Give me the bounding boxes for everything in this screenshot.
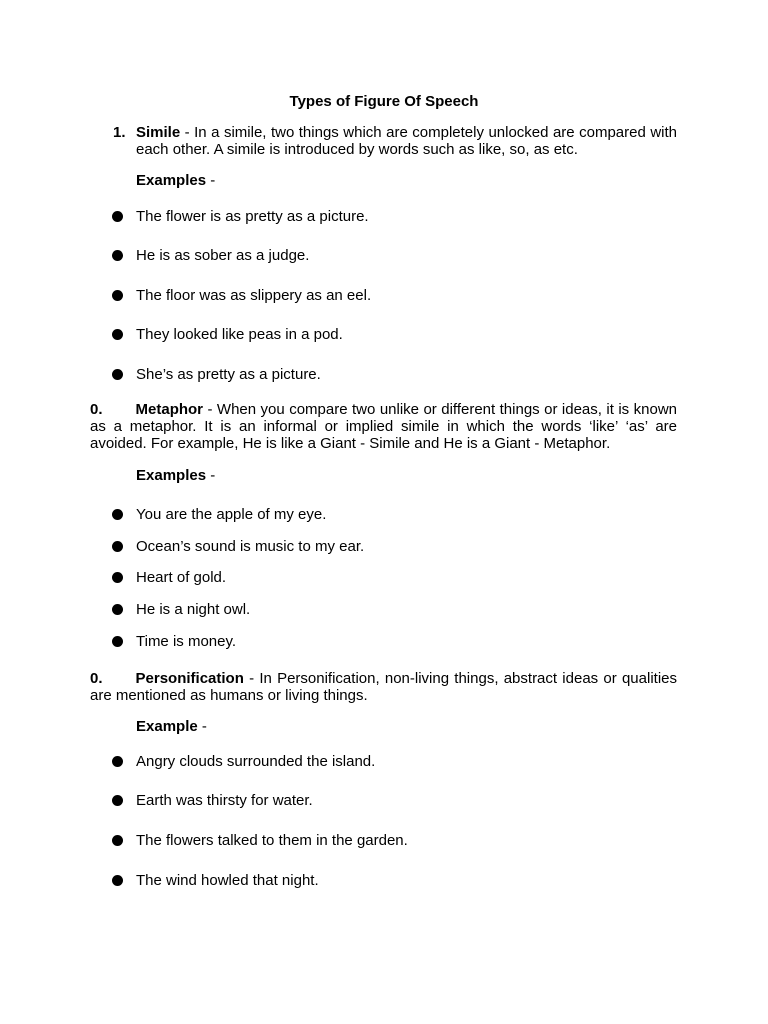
section-description: - In a simile, two things which are completely unlocked are compared with each other. A simile is introduced by words such as like, so, as etc. bbox=[136, 124, 677, 158]
list-item bbox=[112, 832, 408, 850]
bullet-icon bbox=[112, 290, 123, 301]
list-item-text: The floor was as slippery as an eel. bbox=[136, 287, 372, 304]
bullet-icon bbox=[112, 541, 123, 552]
section-term: Metaphor bbox=[135, 401, 204, 418]
list-item-text: Heart of gold. bbox=[136, 569, 227, 586]
bullet-icon bbox=[112, 329, 123, 340]
list-item bbox=[112, 601, 250, 619]
bullet-icon bbox=[112, 211, 123, 222]
bullet-icon bbox=[112, 636, 123, 647]
section-number: 0. bbox=[90, 401, 103, 418]
list-item bbox=[112, 208, 369, 226]
list-item bbox=[112, 792, 313, 810]
bullet-icon bbox=[112, 572, 123, 583]
section-simile bbox=[113, 124, 677, 158]
bullet-icon bbox=[112, 835, 123, 846]
bullet-icon bbox=[112, 250, 123, 261]
list-item bbox=[112, 569, 226, 587]
list-item-text: The flowers talked to them in the garden. bbox=[136, 832, 408, 849]
bullet-icon bbox=[112, 875, 123, 886]
bullet-icon bbox=[112, 369, 123, 380]
examples-label-suffix: - bbox=[206, 467, 216, 484]
list-item bbox=[112, 506, 326, 524]
examples-label-suffix: - bbox=[197, 718, 207, 735]
list-item bbox=[112, 872, 319, 890]
section-description: - In Personification, non-living things, abstract ideas or qualities are mentioned as humans or living things. bbox=[90, 670, 677, 704]
list-item bbox=[112, 538, 364, 556]
list-item bbox=[112, 633, 236, 651]
bullet-icon bbox=[112, 756, 123, 767]
bullet-icon bbox=[112, 604, 123, 615]
list-item-text: The flower is as pretty as a picture. bbox=[136, 208, 369, 225]
examples-label-suffix: - bbox=[206, 172, 216, 189]
list-item bbox=[112, 287, 371, 305]
section-description: - When you compare two unlike or different things or ideas, it is known as a metaphor. It is an informal or implied simile in which the words ‘like’ ‘as’ are avoided. For example, He is like a Giant - Simile and He is a Giant - Metaphor. bbox=[90, 401, 677, 452]
examples-label-text: Examples bbox=[136, 467, 207, 484]
examples-label bbox=[136, 172, 215, 190]
list-item-text: You are the apple of my eye. bbox=[136, 506, 327, 523]
list-item-text: Ocean’s sound is music to my ear. bbox=[136, 538, 365, 555]
list-item bbox=[112, 326, 343, 344]
bullet-icon bbox=[112, 795, 123, 806]
list-item-text: Earth was thirsty for water. bbox=[136, 792, 313, 809]
list-item-text: They looked like peas in a pod. bbox=[136, 326, 343, 343]
section-term: Simile bbox=[136, 124, 181, 141]
page-title: Types of Figure Of Speech bbox=[289, 93, 479, 110]
examples-label-text: Example bbox=[136, 718, 198, 735]
list-item-text: He is as sober as a judge. bbox=[136, 247, 310, 264]
section-number: 0. bbox=[90, 670, 103, 687]
list-item-text: She’s as pretty as a picture. bbox=[136, 366, 321, 383]
examples-label bbox=[136, 718, 207, 736]
section-term: Personification bbox=[135, 670, 244, 687]
list-item-text: He is a night owl. bbox=[136, 601, 251, 618]
list-item bbox=[112, 753, 375, 771]
bullet-icon bbox=[112, 509, 123, 520]
list-item-text: The wind howled that night. bbox=[136, 872, 319, 889]
section-number: 1. bbox=[113, 124, 126, 141]
list-item bbox=[112, 366, 321, 384]
section-metaphor bbox=[90, 401, 677, 452]
section-personification bbox=[90, 670, 677, 704]
examples-label-text: Examples bbox=[136, 172, 207, 189]
list-item-text: Time is money. bbox=[136, 633, 237, 650]
examples-label bbox=[136, 467, 215, 485]
list-item bbox=[112, 247, 309, 265]
list-item-text: Angry clouds surrounded the island. bbox=[136, 753, 376, 770]
